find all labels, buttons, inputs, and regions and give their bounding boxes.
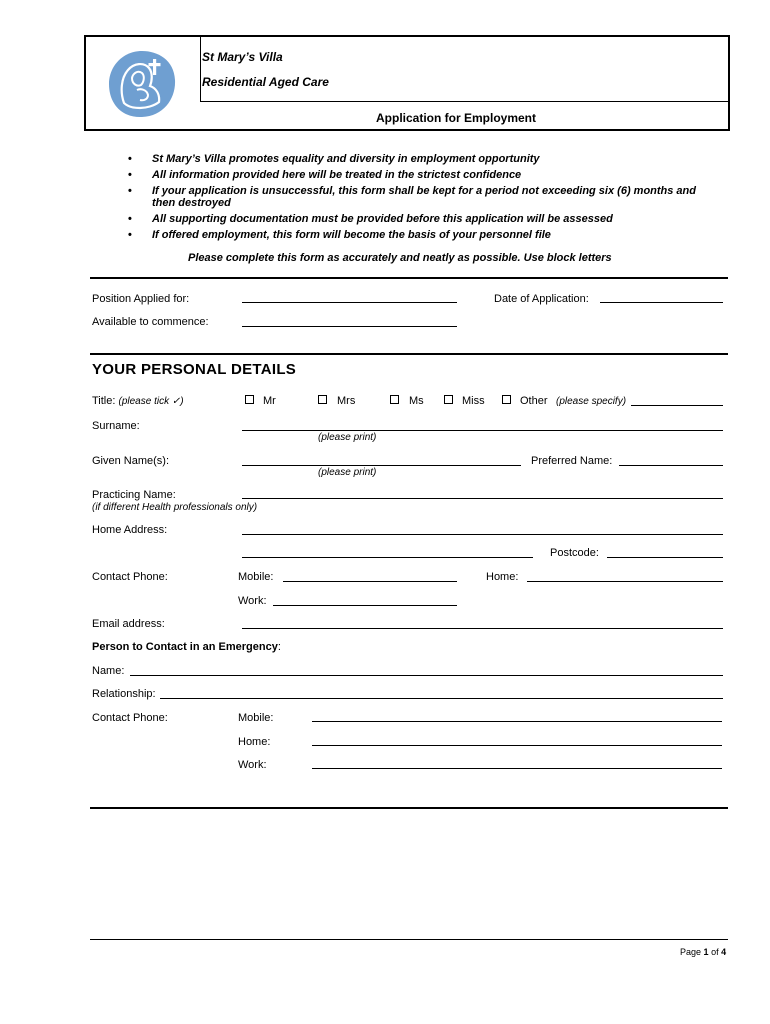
postcode-field[interactable] [607,557,723,558]
bullet-item: • All supporting documentation must be provided before this application will be assessed [128,213,613,225]
emergency-name-field[interactable] [130,675,723,676]
given-names-field[interactable] [242,465,521,466]
form-title: Application for Employment [376,111,537,125]
home-address-field-1[interactable] [242,534,723,535]
bullet-item: • If your application is unsuccessful, this form shall be kept for a period not exceeding six (6) months and then destroyed [128,185,696,209]
practicing-name-label: Practicing Name: [92,489,176,501]
commence-label: Available to commence: [92,316,209,328]
surname-field[interactable] [242,430,723,431]
title-label: Title: (please tick ✓) [92,395,184,407]
bullet-item: • All information provided here will be treated in the strictest confidence [128,169,522,181]
relationship-field[interactable] [160,698,723,699]
section-title: YOUR PERSONAL DETAILS [92,361,297,378]
date-label: Date of Application: [494,293,589,305]
title-mrs-checkbox[interactable] [318,395,327,404]
postcode-label: Postcode: [550,547,599,559]
position-field[interactable] [242,302,457,303]
given-names-label: Given Name(s): [92,455,170,467]
emergency-mobile-label: Mobile: [238,712,274,724]
footer-rule [90,939,728,940]
emergency-work-field[interactable] [312,768,722,769]
title-ms-label: Ms [409,395,424,407]
section-rule [90,353,728,355]
title-other-checkbox[interactable] [502,395,511,404]
email-label: Email address: [92,618,165,630]
emergency-mobile-field[interactable] [312,721,722,722]
home-address-label: Home Address: [92,524,168,536]
title-mrs-label: Mrs [337,395,356,407]
bullet-item: • St Mary’s Villa promotes equality and diversity in employment opportunity [128,153,540,165]
notice-bullet-list [120,153,720,245]
madonna-cross-logo-icon [106,48,178,125]
surname-label: Surname: [92,420,140,432]
page-number: Page 1 of 4 [680,947,727,957]
org-subtitle: Residential Aged Care [202,75,329,89]
title-mr-label: Mr [263,395,276,407]
mobile-label: Mobile: [238,571,274,583]
emergency-name-label: Name: [92,665,125,677]
please-print-hint: (please print) [318,467,377,478]
emergency-phone-label: Contact Phone: [92,712,168,724]
title-other-label: Other [520,395,548,407]
instruction-text: Please complete this form as accurately and neatly as possible. Use block letters [188,252,612,264]
title-ms-checkbox[interactable] [390,395,399,404]
emergency-heading: Person to Contact in an Emergency: [92,641,281,653]
position-label: Position Applied for: [92,293,190,305]
emergency-home-field[interactable] [312,745,722,746]
other-hint: (please specify) [556,396,627,407]
title-miss-label: Miss [462,395,485,407]
preferred-name-label: Preferred Name: [531,455,613,467]
section-rule [90,277,728,279]
title-miss-checkbox[interactable] [444,395,453,404]
header-separator [200,101,728,102]
work-phone-field[interactable] [273,605,457,606]
header-divider [200,37,201,102]
org-name: St Mary’s Villa [202,50,283,64]
bullet-item: • If offered employment, this form will become the basis of your personnel file [128,229,551,241]
relationship-label: Relationship: [92,688,156,700]
other-specify-field[interactable] [631,405,723,406]
home-phone-field[interactable] [527,581,723,582]
contact-phone-label: Contact Phone: [92,571,168,583]
preferred-name-field[interactable] [619,465,723,466]
email-field[interactable] [242,628,723,629]
section-rule [90,807,728,809]
practicing-name-hint: (if different Health professionals only) [92,502,258,513]
emergency-home-label: Home: [238,736,271,748]
home-phone-label: Home: [486,571,519,583]
commence-field[interactable] [242,326,457,327]
practicing-name-field[interactable] [242,498,723,499]
work-phone-label: Work: [238,595,267,607]
please-print-hint: (please print) [318,432,377,443]
home-address-field-2[interactable] [242,557,533,558]
title-mr-checkbox[interactable] [245,395,254,404]
date-field[interactable] [600,302,723,303]
mobile-field[interactable] [283,581,457,582]
emergency-work-label: Work: [238,759,267,771]
